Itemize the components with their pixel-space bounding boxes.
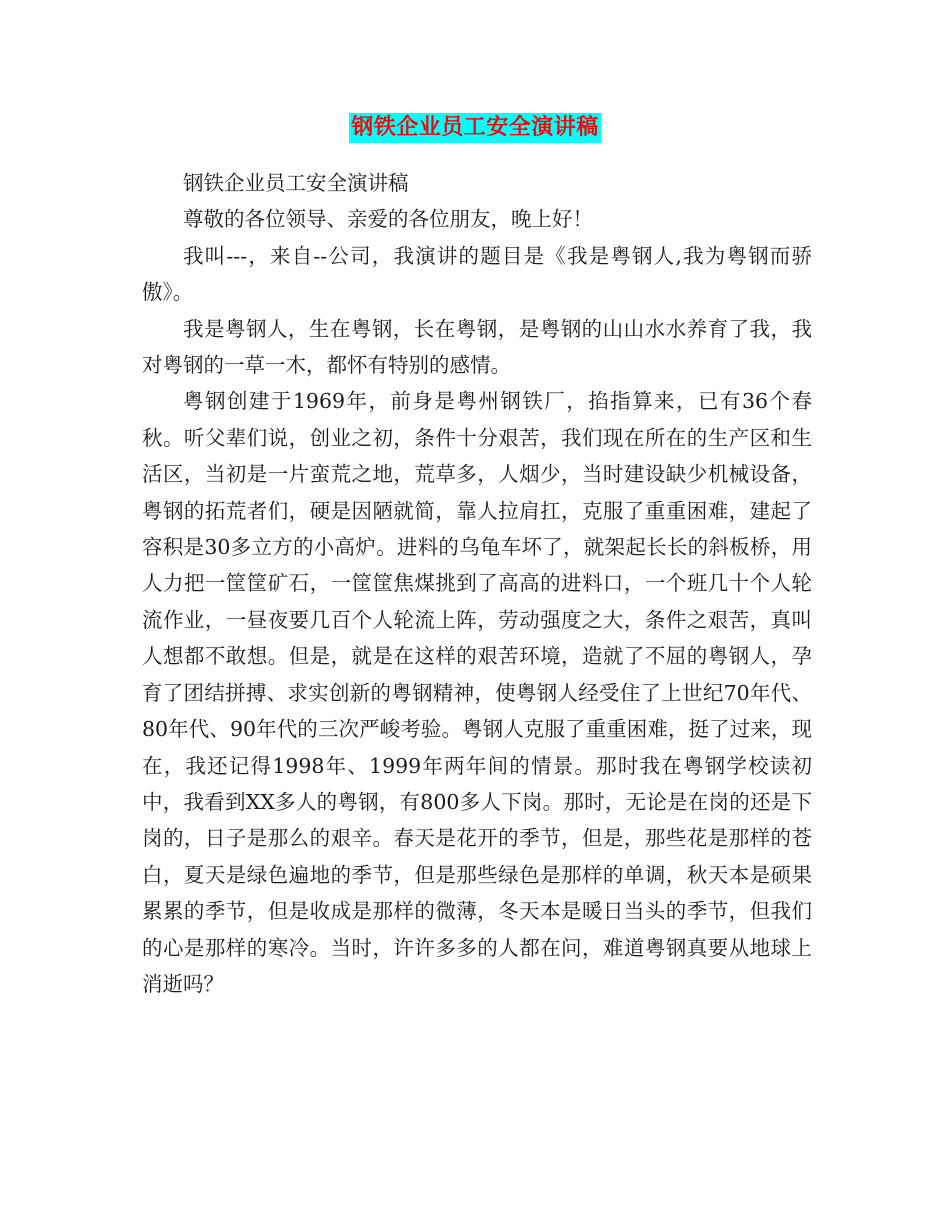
document-body	[142, 165, 812, 1002]
document-title: 钢铁企业员工安全演讲稿	[349, 113, 601, 143]
paragraph-intro: 我叫---，来自--公司，我演讲的题目是《我是粤钢人,我为粤钢而骄傲》。	[142, 243, 812, 305]
paragraph-origin: 我是粤钢人，生在粤钢，长在粤钢，是粤钢的山山水水养育了我，我对粤钢的一草一木，都怀有特别的感情。	[142, 316, 812, 378]
paragraph-history: 粤钢创建于1969年，前身是粤州钢铁厂，掐指算来，已有36个春秋。听父辈们说，创业之初，条件十分艰苦，我们现在所在的生产区和生活区，当初是一片蛮荒之地，荒草多，人烟少，当时建设缺少机械设备，粤钢的拓荒者们，硬是因陋就简，靠人拉肩扛，克服了重重困难，建起了容积是30多立方的小高炉。进料的乌龟车坏了，就架起长长的斜板桥，用人力把一筐筐矿石，一筐筐焦煤挑到了高高的进料口，一个班几十个人轮流作业，一昼夜要几百个人轮流上阵，劳动强度之大，条件之艰苦，真叫人想都不敢想。但是，就是在这样的艰苦环境，造就了不屈的粤钢人，孕育了团结拼搏、求实创新的粤钢精神，使粤钢人经受住了上世纪70年代、80年代、90年代的三次严峻考验。粤钢人克服了重重困难，挺了过来，现在，我还记得1998年、1999年两年间的情景。那时我在粤钢学校读初中，我看到XX多人的粤钢，有800多人下岗。那时，无论是在岗的还是下岗的，日子是那么的艰辛。春天是花开的季节，但是，那些花是那样的苍白，夏天是绿色遍地的季节，但是那些绿色是那样的单调，秋天本是硕果累累的季节，但是收成是那样的微薄，冬天本是暖日当头的季节，但我们的心是那样的寒冷。当时，许许多多的人都在问，难道粤钢真要从地球上消逝吗？	[142, 389, 812, 996]
paragraph-greeting: 尊敬的各位领导、亲爱的各位朋友，晚上好！	[183, 207, 593, 232]
paragraph-subtitle: 钢铁企业员工安全演讲稿	[183, 171, 409, 195]
title-container	[0, 113, 950, 143]
